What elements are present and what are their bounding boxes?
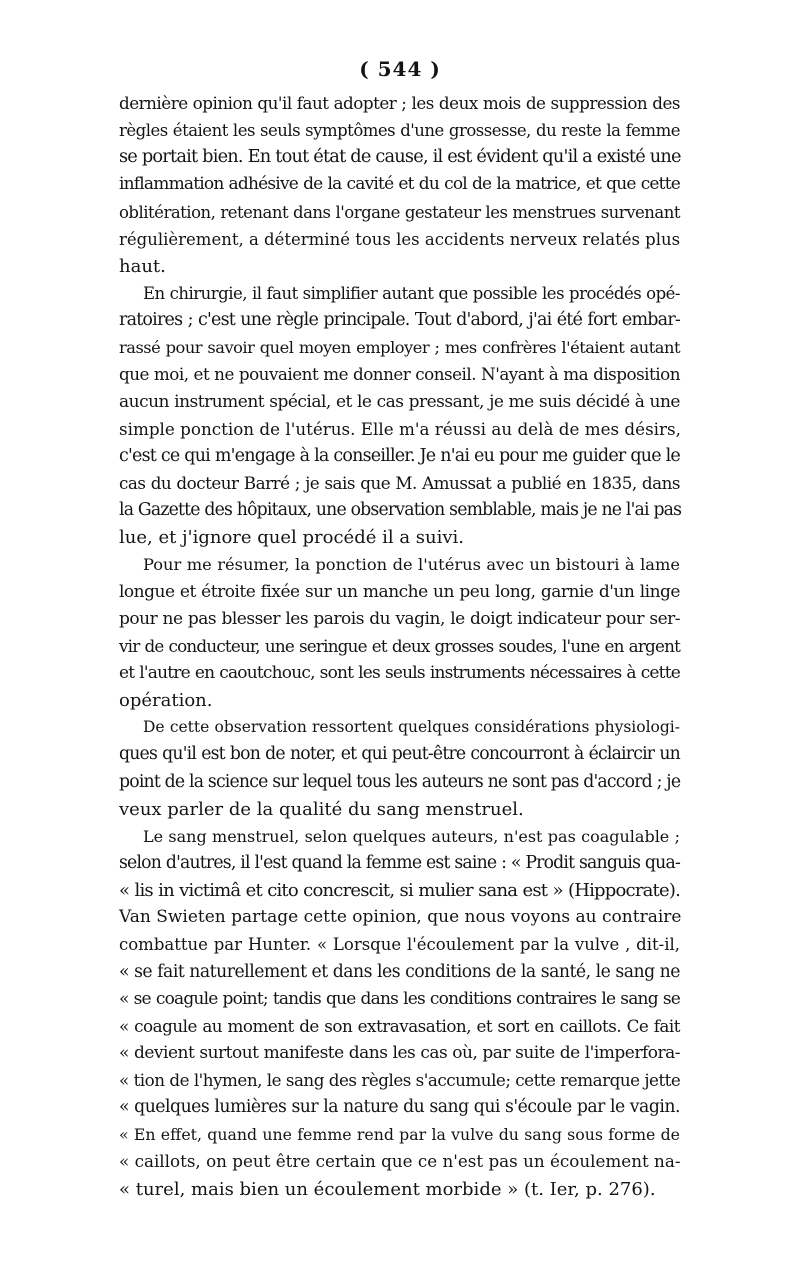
text-line: ques qu'il est bon de noter, et qui peut-être concourront à éclaircir un	[119, 744, 680, 765]
text-line: ratoires ; c'est une règle principale. Tout d'abord, j'ai été fort embar-	[119, 310, 680, 331]
text-line: « caillots, on peut être certain que ce n'est pas un écoulement na-	[119, 1151, 681, 1172]
paragraph	[119, 551, 680, 714]
paragraph	[119, 714, 680, 823]
text-line: « quelques lumières sur la nature du sang qui s'écoule par le vagin.	[119, 1097, 680, 1118]
text-line: que moi, et ne pouvaient me donner conseil. N'ayant à ma disposition	[119, 364, 680, 385]
text-line: et l'autre en caoutchouc, sont les seuls instruments nécessaires à cette	[119, 662, 680, 683]
text-line: « turel, mais bien un écoulement morbide » (t. Ier, p. 276).	[119, 1178, 656, 1200]
text-line: De cette observation ressortent quelques considérations physiologi-	[143, 718, 680, 737]
paragraph	[119, 823, 680, 1203]
text-line: Le sang menstruel, selon quelques auteurs, n'est pas coagulable ;	[143, 826, 680, 846]
text-line: « devient surtout manifeste dans les cas où, par suite de l'imperfora-	[119, 1042, 680, 1063]
text-line: dernière opinion qu'il faut adopter ; les deux mois de suppression des	[119, 93, 680, 113]
text-line: point de la science sur lequel tous les auteurs ne sont pas d'accord ; je	[119, 771, 681, 792]
text-line: oblitération, retenant dans l'organe gestateur les menstrues survenant	[119, 202, 680, 222]
text-line: cas du docteur Barré ; je sais que M. Amussat a publié en 1835, dans	[119, 472, 680, 493]
text-line: « se coagule point; tandis que dans les conditions contraires le sang se	[119, 988, 680, 1009]
paragraph	[119, 90, 680, 280]
paragraph	[119, 280, 680, 551]
text-line: opération.	[119, 690, 213, 712]
text-line: simple ponction de l'utérus. Elle m'a réussi au delà de mes désirs,	[119, 418, 681, 439]
text-line: veux parler de la qualité du sang menstruel.	[119, 798, 524, 820]
text-line: rassé pour savoir quel moyen employer ; mes confrères l'étaient autant	[119, 338, 680, 358]
text-line: Van Swieten partage cette opinion, que nous voyons au contraire	[119, 907, 682, 928]
page-number: ( 544 )	[359, 57, 441, 81]
text-line: aucun instrument spécial, et le cas pressant, je me suis décidé à une	[119, 391, 680, 412]
text-line: En chirurgie, il faut simplifier autant que possible les procédés opé-	[143, 283, 680, 303]
text-line: Pour me résumer, la ponction de l'utérus avec un bistouri à lame	[143, 555, 680, 575]
text-line: régulièrement, a déterminé tous les accidents nerveux relatés plus	[119, 229, 681, 249]
text-line: lue, et j'ignore quel procédé il a suivi.	[119, 527, 465, 549]
text-line: la Gazette des hôpitaux, une observation semblable, mais je ne l'ai pas	[119, 500, 682, 521]
text-line: inflammation adhésive de la cavité et du col de la matrice, et que cette	[119, 174, 680, 195]
text-line: pour ne pas blesser les parois du vagin, le doigt indicateur pour ser-	[119, 608, 680, 629]
text-line: combattue par Hunter. « Lorsque l'écoulement par la vulve , dit-il,	[119, 935, 680, 955]
text-line: « lis in victimâ et cito concrescit, si mulier sana est » (Hippocrate).	[119, 880, 680, 902]
text-line: « tion de l'hymen, le sang des règles s'accumule; cette remarque jette	[119, 1070, 681, 1091]
text-line: vir de conducteur, une seringue et deux grosses soudes, l'une en argent	[119, 635, 680, 656]
body-text	[119, 90, 680, 1203]
text-line: haut.	[119, 255, 166, 277]
text-line: selon d'autres, il l'est quand la femme est saine : « Prodit sanguis qua-	[119, 852, 680, 873]
text-line: « se fait naturellement et dans les conditions de la santé, le sang ne	[119, 961, 680, 982]
text-line: c'est ce qui m'engage à la conseiller. Je n'ai eu pour me guider que le	[119, 445, 680, 466]
text-line: se portait bien. En tout état de cause, il est évident qu'il a existé une	[119, 147, 681, 168]
text-line: « En effet, quand une femme rend par la vulve du sang sous forme de	[119, 1125, 680, 1145]
text-line: « coagule au moment de son extravasation, et sort en caillots. Ce fait	[119, 1015, 680, 1036]
text-line: longue et étroite fixée sur un manche un peu long, garnie d'un linge	[119, 581, 680, 602]
text-line: règles étaient les seuls symptômes d'une grossesse, du reste la femme	[119, 121, 680, 141]
